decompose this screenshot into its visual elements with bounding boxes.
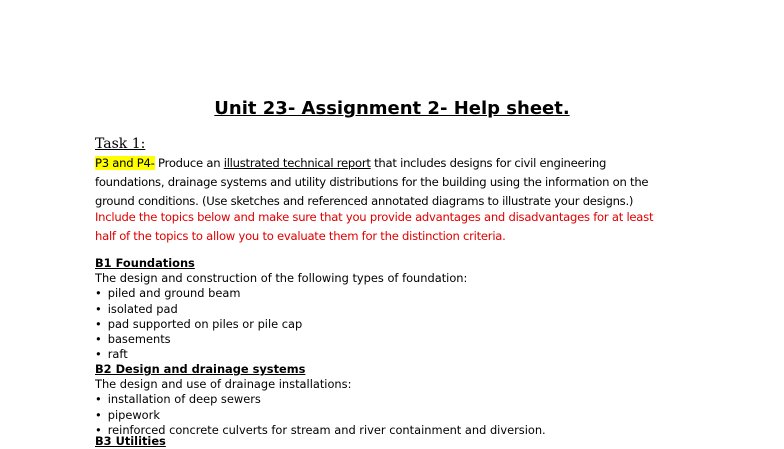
bullet-list [95,392,715,438]
section-foundations [95,256,715,362]
section-description: The design and construction of the following types of foundation: [95,271,468,286]
instruction-line-1: Include the topics below and make sure that you provide advantages and disadvantages for at least [95,210,654,224]
page-title: Unit 23- Assignment 2- Help sheet. [214,98,570,119]
section-utilities [95,434,715,449]
section-heading: B3 Utilities [95,434,166,448]
list-item: • basements [95,332,715,347]
intro-line-3: ground conditions. (Use sketches and referenced annotated diagrams to illustrate your designs.) [95,194,634,208]
list-item: • reinforced concrete culverts for stream and river containment and diversion. [95,423,715,438]
list-item: • pad supported on piles or pile cap [95,317,715,332]
list-item: • raft [95,347,715,362]
intro-line-2: foundations, drainage systems and utility distributions for the building using the information on the [95,175,649,189]
bullet-list [95,286,715,362]
list-item: • pipework [95,408,715,423]
section-heading: B2 Design and drainage systems [95,362,306,376]
section-drainage [95,362,715,438]
intro-paragraph [95,154,695,211]
intro-text-2: that includes designs for civil engineering [370,156,607,170]
list-item: • installation of deep sewers [95,392,715,407]
instruction-paragraph [95,208,695,246]
task-heading: Task 1: [95,136,146,152]
report-underline: illustrated technical report [223,156,371,170]
list-item: • piled and ground beam [95,286,715,301]
section-heading: B1 Foundations [95,256,195,270]
intro-text-1: Produce an [154,156,224,170]
section-description: The design and use of drainage installations: [95,377,352,392]
list-item: • isolated pad [95,302,715,317]
instruction-line-2: half of the topics to allow you to evaluate them for the distinction criteria. [95,229,506,243]
criteria-highlight: P3 and P4- [95,156,155,170]
